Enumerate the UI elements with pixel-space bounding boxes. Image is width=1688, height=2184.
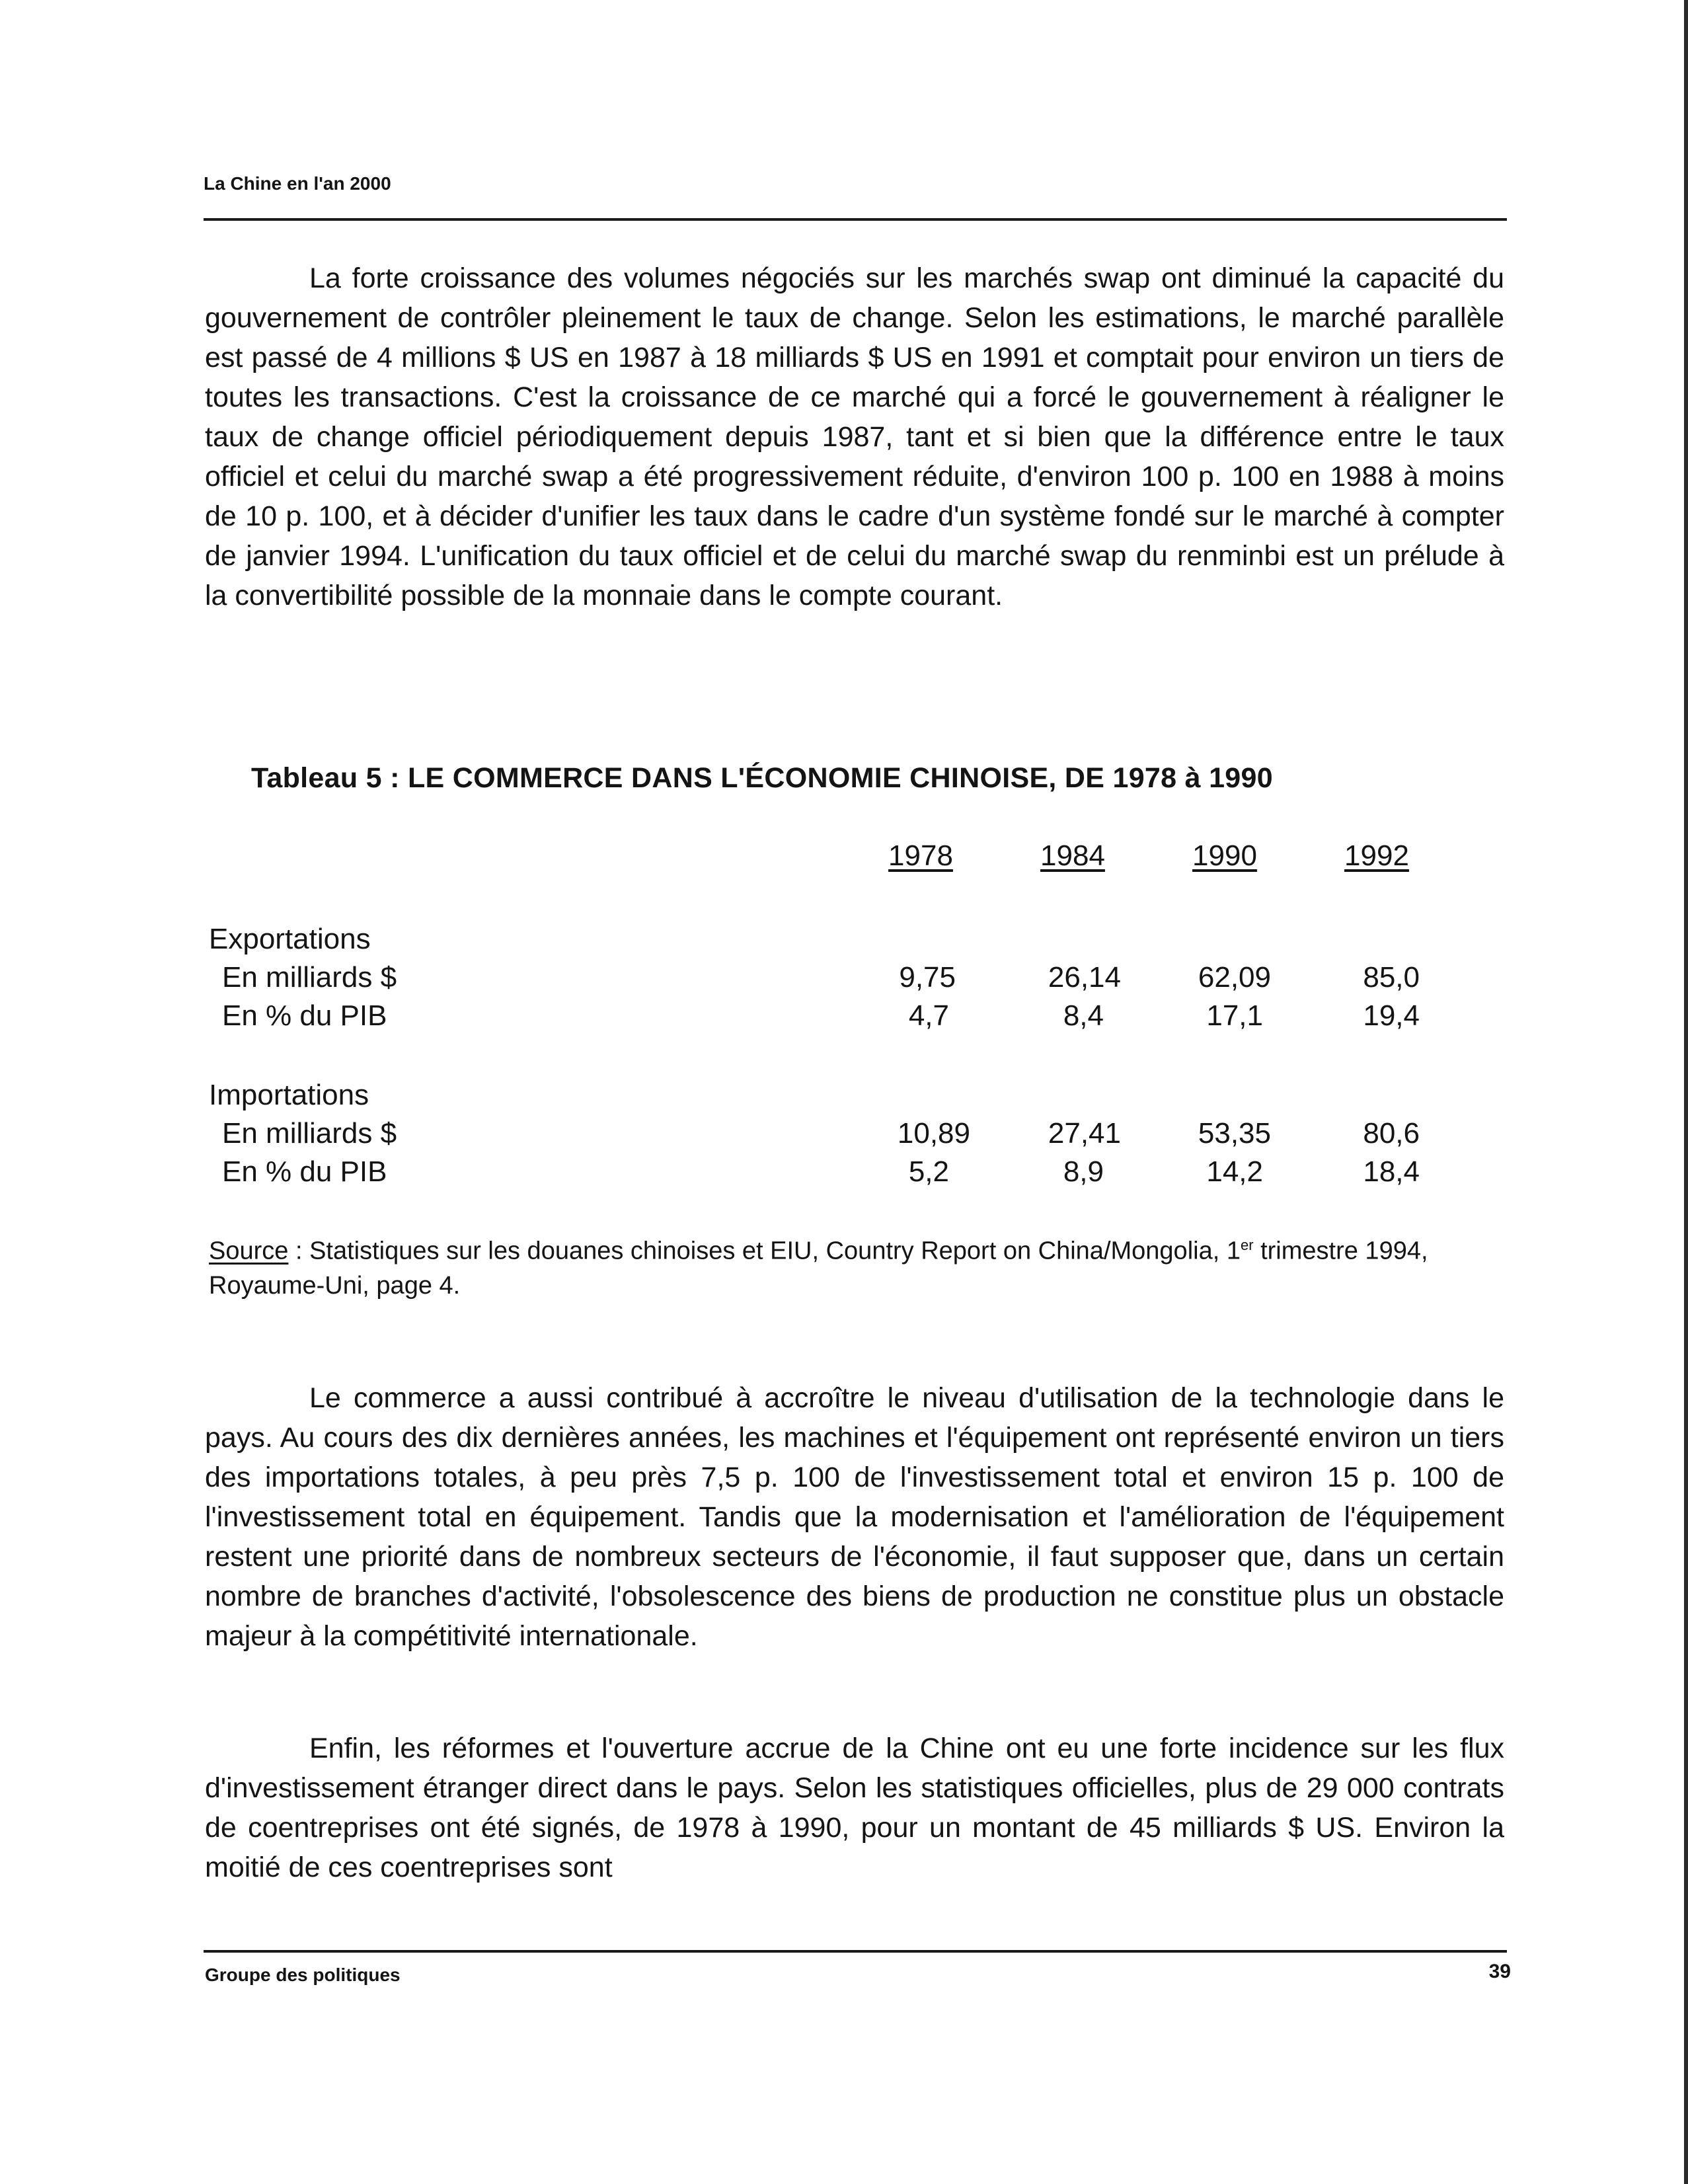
exports-billions-1978: 9,75 [899,961,956,994]
imports-billions-label: En milliards $ [222,1117,397,1150]
running-header: La Chine en l'an 2000 [204,173,391,194]
paragraph-1: La forte croissance des volumes négociés sur les marchés swap ont diminué la capacité du gouvernement de contrôler pleinement le taux de change. Selon les estimations, le marché parallèle est passé de 4 millions $ US en 1987 à 18 milliards $ US en 1991 et comptait pour environ un tiers de toutes les transactions. C'est la croissance de ce marché qui a forcé le gouvernement à réaligner le taux de change officiel périodiquement depuis 1987, tant et si bien que la différence entre le taux officiel et celui du marché swap a été progressivement réduite, d'environ 100 p. 100 en 1988 à moins de 10 p. 100, et à décider d'unifier les taux dans le cadre d'un système fondé sur le marché à compter de janvier 1994. L'unification du taux officiel et de celui du marché swap du renminbi est un prélude à la convertibilité possible de la monnaie dans le compte courant. [205,262,1504,611]
exports-gdp-1992: 19,4 [1363,999,1420,1032]
paragraph-3: Enfin, les réformes et l'ouverture accrue de la Chine ont eu une forte incidence sur les flux d'investissement étranger direct dans le pays. Selon les statistiques officielles, plus de 29 000 contrats de coentreprises ont été signés, de 1978 à 1990, pour un montant de 45 milliards $ US. Environ la moitié de ces coentreprises sont [205,1733,1504,1883]
imports-gdp-1990: 14,2 [1206,1155,1263,1188]
source-superscript: er [1240,1237,1254,1253]
exports-billions-1992: 85,0 [1363,961,1420,994]
table-source-note [209,1228,1504,1303]
source-label: Source [209,1237,289,1265]
table-title: Tableau 5 : LE COMMERCE DANS L'ÉCONOMIE CHINOISE, DE 1978 à 1990 [251,762,1273,794]
exports-billions-label: En milliards $ [222,961,397,994]
imports-label: Importations [209,1079,369,1111]
page-edge [1684,0,1688,2184]
page-number: 39 [1488,1961,1511,1982]
imports-billions-1992: 80,6 [1363,1117,1420,1150]
exports-billions-1990: 62,09 [1198,961,1271,994]
year-header-1984: 1984 [1040,839,1105,872]
imports-gdp-1984: 8,9 [1063,1155,1104,1188]
year-header-1990: 1990 [1192,839,1257,872]
imports-billions-1984: 27,41 [1048,1117,1121,1150]
exports-billions-1984: 26,14 [1048,961,1121,994]
exports-gdp-1990: 17,1 [1206,999,1263,1032]
imports-billions-1990: 53,35 [1198,1117,1271,1150]
exports-label: Exportations [209,923,371,955]
footer-rule [204,1950,1507,1953]
header-rule [204,218,1507,221]
imports-gdp-1992: 18,4 [1363,1155,1420,1188]
imports-gdp-1978: 5,2 [908,1155,949,1188]
exports-gdp-1978: 4,7 [908,999,949,1032]
source-text-part2: trimestre 1994, Royaume-Uni, page 4. [209,1237,1428,1300]
source-text-part1: : Statistiques sur les douanes chinoises et EIU, Country Report on China/Mongolia, 1 [288,1237,1241,1265]
imports-gdp-label: En % du PIB [222,1155,387,1188]
year-header-1992: 1992 [1344,839,1409,872]
imports-billions-1978: 10,89 [897,1117,970,1150]
year-header-1978: 1978 [888,839,953,872]
exports-gdp-1984: 8,4 [1063,999,1104,1032]
footer-publisher: Groupe des politiques [205,1965,401,1985]
exports-gdp-label: En % du PIB [222,999,387,1032]
paragraph-2: Le commerce a aussi contribué à accroître le niveau d'utilisation de la technologie dans le pays. Au cours des dix dernières années, les machines et l'équipement ont représenté environ un tiers des importations totales, à peu près 7,5 p. 100 de l'investissement total et environ 15 p. 100 de l'investissement total en équipement. Tandis que la modernisation et l'amélioration de l'équipement restent une priorité dans de nombreux secteurs de l'économie, il faut supposer que, dans un certain nombre de branches d'activité, l'obsolescence des biens de production ne constitue plus un obstacle majeur à la compétitivité internationale. [205,1382,1504,1652]
